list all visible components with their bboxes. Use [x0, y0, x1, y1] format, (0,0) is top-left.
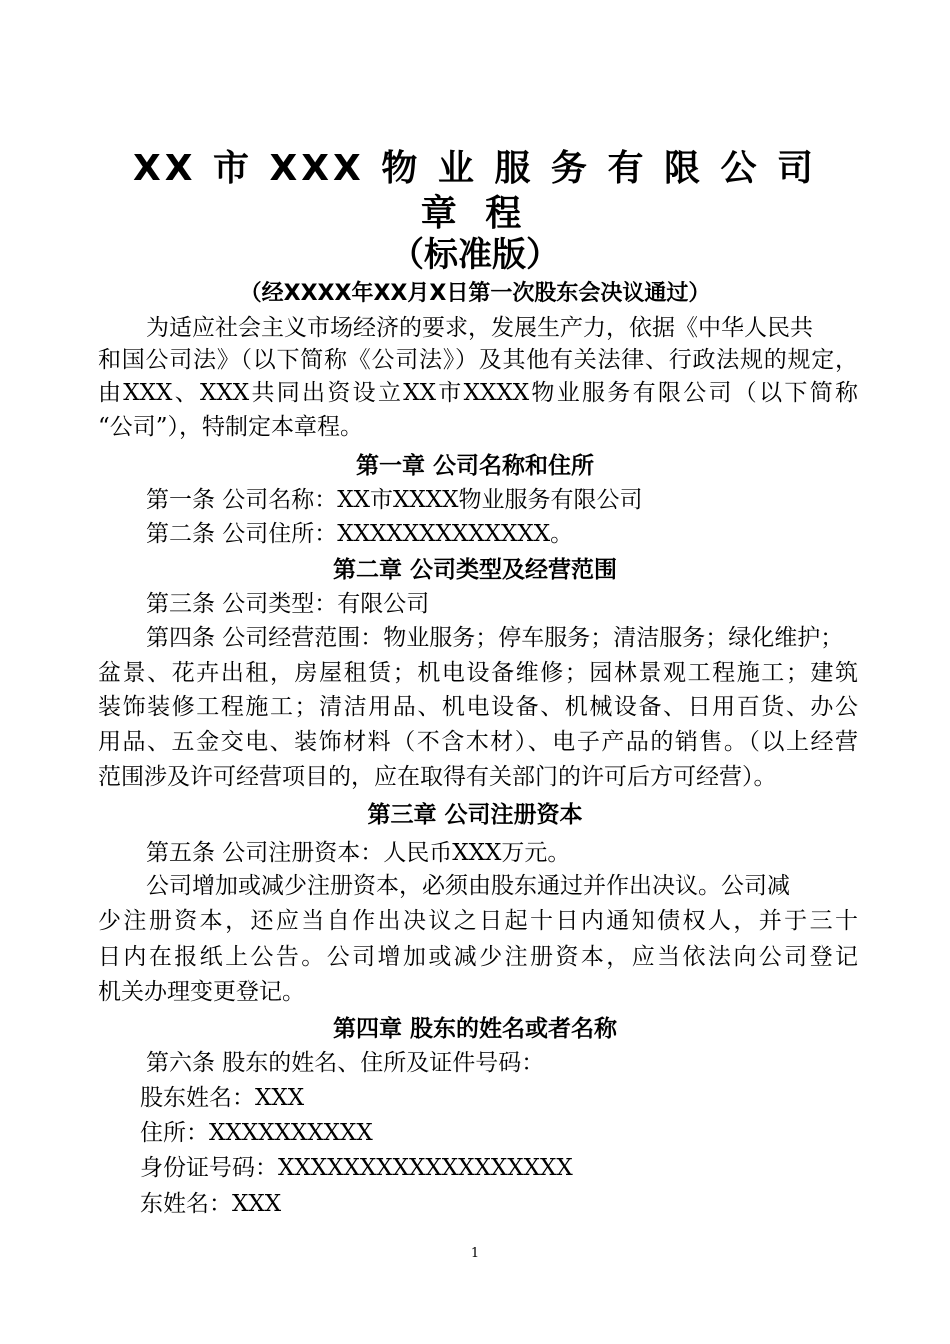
chapter-4-heading: 第四章 股东的姓名或者名称 — [332, 1016, 617, 1042]
shareholder-id-number: 身份证号码：XXXXXXXXXXXXXXXXXX — [140, 1155, 573, 1181]
article-line: 日内在报纸上公告。公司增加或减少注册资本，应当依法向公司登记 — [98, 944, 858, 970]
article-line: 公司增加或减少注册资本，必须由股东通过并作出决议。公司减 — [146, 873, 790, 899]
article-line: 第六条 股东的姓名、住所及证件号码： — [146, 1050, 545, 1076]
article-line: 少注册资本，还应当自作出决议之日起十日内通知债权人，并于三十 — [98, 908, 858, 934]
article-line: 装饰装修工程施工；清洁用品、机电设备、机械设备、日用百货、办公 — [98, 694, 858, 720]
article-line: 第二条 公司住所：XXXXXXXXXXXXX。 — [146, 521, 574, 547]
article-line: 范围涉及许可经营项目的，应在取得有关部门的许可后方可经营）。 — [98, 764, 777, 790]
edition-title: （标准版） — [390, 235, 560, 275]
article-line: 用品、五金交电、装饰材料（不含木材）、电子产品的销售。（以上经营 — [98, 729, 858, 755]
article-line: 第一条 公司名称：XX市XXXX物业服务有限公司 — [146, 487, 643, 513]
article-line: 盆景、花卉出租，房屋租赁；机电设备维修；园林景观工程施工；建筑 — [98, 660, 858, 686]
page-number: 1 — [470, 1246, 480, 1261]
preamble-line: 由XXX、XXX共同出资设立XX市XXXX物业服务有限公司（以下简称 — [98, 380, 858, 406]
article-line: 第五条 公司注册资本：人民币XXX万元。 — [146, 840, 571, 866]
preamble-line: 为适应社会主义市场经济的要求，发展生产力，依据《中华人民共 — [146, 315, 813, 341]
chapter-2-heading: 第二章 公司类型及经营范围 — [332, 557, 617, 583]
charter-title: 章 程 — [420, 193, 530, 234]
shareholder-name: 股东姓名：XXX — [140, 1085, 305, 1111]
article-line: 机关办理变更登记。 — [98, 979, 305, 1005]
approval-note: （经XXXX年XX月X日第一次股东会决议通过） — [239, 281, 711, 306]
chapter-3-heading: 第三章 公司注册资本 — [367, 802, 583, 828]
shareholder-name: 东姓名：XXX — [140, 1191, 282, 1217]
preamble-line: “公司”），特制定本章程。 — [98, 414, 364, 440]
article-line: 第四条 公司经营范围：物业服务；停车服务；清洁服务；绿化维护； — [146, 625, 844, 651]
shareholder-address: 住所：XXXXXXXXXX — [140, 1120, 373, 1146]
preamble-line: 和国公司法》（以下简称《公司法》）及其他有关法律、行政法规的规定， — [98, 347, 858, 373]
article-line: 第三条 公司类型：有限公司 — [146, 591, 430, 617]
company-title: XX 市 XXX 物 业 服 务 有 限 公 司 — [132, 148, 818, 189]
chapter-1-heading: 第一章 公司名称和住所 — [355, 453, 594, 479]
